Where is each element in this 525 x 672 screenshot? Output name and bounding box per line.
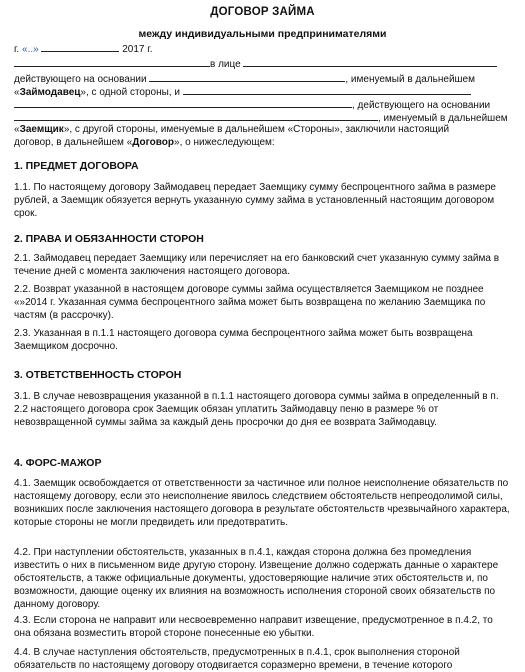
borrower-term: Заемщик [19, 124, 64, 135]
party1-name-blank [14, 56, 210, 67]
clause-4-2: 4.2. При наступлении обстоятельств, указанных в п.4.1, каждая сторона должна без промедления известить о них в письменном виде другую сторону. Извещение должно содержать данные о характере обстоятельств, а также официальные документы, удостоверяющие наличие этих обстоятельств и, по возможности, дающие оценку их влияния на возможность исполнения стороной своих обязательств по данному договору. [14, 547, 499, 610]
section-3-heading: 3. ОТВЕТСТВЕННОСТЬ СТОРОН [14, 369, 182, 381]
lender-term: Займодавец [19, 87, 81, 98]
party1-basis-line: действующего на основании , именуемый в дальнейшем [14, 71, 475, 86]
contract-line: договор, в дальнейшем «Договор», о нижеследующем: [14, 137, 275, 148]
date-day: «..» [22, 44, 39, 55]
clause-2-1: 2.1. Займодавец передает Заемщику или перечисляет на его банковский счет указанную сумму займа в течение дней с момента заключения настоящего договора. [14, 253, 500, 277]
borrower-line: «Заемщик», с другой стороны, именуемые в дальнейшем «Стороны», заключили настоящий [14, 124, 450, 135]
document-subtitle: между индивидуальными предпринимателями [138, 28, 387, 40]
contract-term: Договор [132, 137, 175, 148]
lender-line: «Займодавец», с одной стороны, и [14, 84, 471, 99]
clause-1-1: 1.1. По настоящему договору Займодавец передает Заемщику сумму беспроцентного займа в размере рублей, а Заемщик обязуется вернуть указанную сумму займа в установленный настоящим договором срок. [14, 182, 496, 219]
clause-4-4: 4.4. В случае наступления обстоятельств, предусмотренных в п.4.1, срок выполнения стороной обязательств по настоящему договору отодвигается соразмерно времени, в течение которого [14, 647, 460, 671]
section-4-heading: 4. ФОРС-МАЖОР [14, 457, 102, 469]
section-1-heading: 1. ПРЕДМЕТ ДОГОВОРА [14, 160, 139, 172]
party2-hereinafter-line: , именуемый в дальнейшем [14, 110, 508, 125]
clause-2-3: 2.3. Указанная в п.1.1 настоящего договора сумма беспроцентного займа может быть возвращена Заемщиком досрочно. [14, 328, 473, 352]
date-line: г. «..» 2017 г. [14, 41, 152, 56]
party2-basis-blank [14, 110, 378, 121]
clause-2-2: 2.2. Возврат указанной в настоящем договоре суммы займа осуществляется Заемщиком не позднее «»2014 г. Указанная сумма беспроцентного займа может быть возвращена по желанию Заемщика по частям (в рассрочку). [14, 284, 486, 321]
clause-4-3: 4.3. Если сторона не направит или несвоевременно направит извещение, предусмотренное в п.4.2, то она обязана возместить второй стороне понесенные ею убытки. [14, 615, 493, 639]
party2-basis-line: , действующего на основании [14, 97, 490, 112]
party1-rep-blank [243, 56, 497, 67]
clause-3-1: 3.1. В случае невозвращения указанной в п.1.1 настоящего договора суммы займа в определенный в п. 2.2 настоящего договора срок Заемщик обязан уплатить Займодавцу пеню в размере % от невозвращенной суммы займа за каждый день просрочки до дня ее возврата Займодавцу. [14, 391, 499, 428]
section-2-heading: 2. ПРАВА И ОБЯЗАННОСТИ СТОРОН [14, 233, 204, 245]
party2-rep-blank [14, 97, 352, 108]
clause-4-1: 4.1. Заемщик освобождается от ответственности за частичное или полное неисполнение обязательств по настоящему договору, если это неисполнение явилось следствием обстоятельств непреодолимой силы, возникших после заключения настоящего договора в результате обстоятельств чрезвычайного характера, которые стороны не могли предвидеть или предотвратить. [14, 478, 510, 528]
date-month-blank [41, 41, 119, 52]
document-title: ДОГОВОР ЗАЙМА [210, 6, 315, 18]
party2-name-blank [183, 84, 471, 95]
party1-line: в лице [14, 56, 497, 71]
party1-basis-blank [149, 71, 345, 82]
